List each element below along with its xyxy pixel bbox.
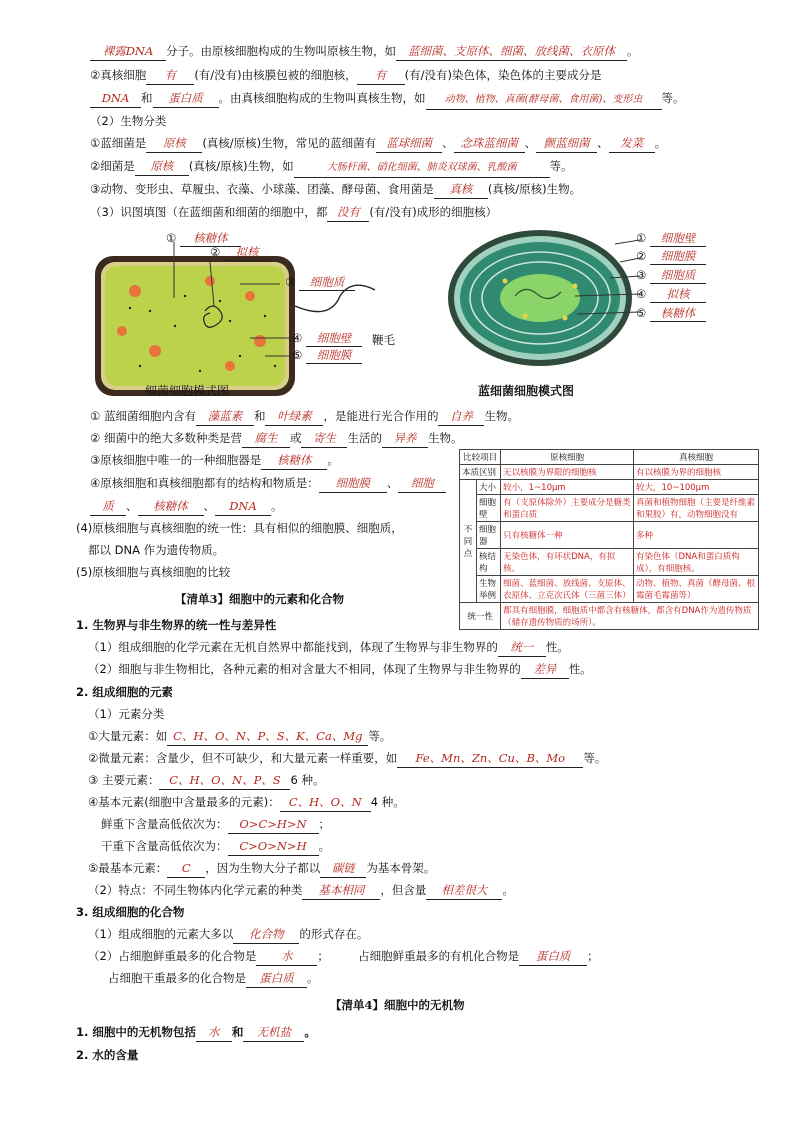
text-line [90, 203, 497, 222]
answer-blank: 大肠杆菌、硝化细菌、肺炎双球菌、乳酸菌 [294, 159, 550, 178]
text-line: ④原核细胞和真核细胞都有的结构和物质是： 细胞膜 、 细胞 [90, 474, 446, 493]
text-line [90, 134, 666, 153]
fig1-label-3: ③ 细胞质 [285, 274, 355, 291]
text: (真核/原核)生物。 [487, 182, 582, 196]
fig1-label-5: ⑤ 细胞膜 [292, 347, 362, 364]
text-line: ③ 主要元素： C、H、O、N、P、S 6 种。 [88, 771, 324, 790]
answer-blank: 颤蓝细菌 [536, 134, 597, 153]
fig1-caption: 细菌细胞模式图 [145, 384, 230, 398]
answer-blank: 蛋白质 [153, 89, 219, 108]
answer-blank: DNA [90, 89, 141, 108]
text-line: ① 蓝细菌细胞内含有 藻蓝素 和 叶绿素 ，是能进行光合作用的 自养 生物。 [90, 407, 519, 426]
text: ②细菌是 [90, 159, 135, 173]
fig2-label-1: ① 细胞壁 [636, 230, 706, 247]
text-line: (5)原核细胞与真核细胞的比较 [76, 565, 231, 579]
table-row: 统一性 都具有细胞膜，细胞质中都含有核糖体，都含有DNA作为遗传物质（储存遗传物质的场所）。 [460, 603, 759, 630]
answer-blank: 蓝细菌、支原体、细菌、放线菌、衣原体 [396, 42, 627, 61]
text: (真核/原核)生物，常见的蓝细菌有 [202, 136, 377, 150]
answer-blank: 原核 [135, 157, 189, 176]
text: 。 [627, 44, 639, 58]
text: （3）识图填图（在蓝细菌和细菌的细胞中，都 [90, 205, 328, 219]
text: (有/没有)染色体，染色体的主要成分是 [404, 68, 602, 82]
text: (有/没有)由核膜包被的细胞核， [194, 68, 357, 82]
text-line: （1）组成细胞的元素大多以 化合物 的形式存在。 [88, 925, 368, 944]
text-line [90, 42, 639, 61]
text-line: （1）元素分类 [88, 707, 165, 721]
fig2-label-3: ③ 细胞质 [636, 267, 706, 284]
section-title: 2. 组成细胞的元素 [76, 685, 173, 699]
text: 等。 [549, 159, 573, 173]
section-title: 1. 细胞中的无机物包括 水 和 无机盐 。 [76, 1023, 316, 1042]
text: (有/没有)成形的细胞核） [369, 205, 498, 219]
table-row: 本质区别 无以核膜为界限的细胞核 有以核膜为界的细胞核 [460, 465, 759, 480]
text: 。由真核细胞构成的生物叫真核生物，如 [218, 91, 426, 105]
fig1-label-4: ④ 细胞壁 [292, 330, 362, 347]
text: (真核/原核)生物，如 [188, 159, 294, 173]
table-row: 核结构 无染色体，有环状DNA，有拟核。 有染色体（DNA和蛋白质构成），有细胞核。 [460, 549, 759, 576]
text-line: 鲜重下含量高低依次为： O>C>H>N ； [101, 815, 330, 834]
text-line [90, 89, 685, 110]
text-line: ③原核细胞中唯一的一种细胞器是 核糖体 。 [90, 451, 339, 470]
text-line: （2）细胞与非生物相比，各种元素的相对含量大不相同，体现了生物界与非生物界的 差异 性。 [88, 660, 592, 679]
answer-blank: 有 [146, 66, 194, 85]
table-row: 细胞壁 有（支原体除外）主要成分是糖类和蛋白质 真菌和植物细胞（主要是纤维素和果胶）有，动物细胞没有 [460, 495, 759, 522]
text-line: （2）占细胞鲜重最多的化合物是 水 ； 占细胞鲜重最多的有机化合物是 蛋白质 ； [88, 947, 599, 966]
flagellum-label: 鞭毛 [372, 333, 395, 347]
answer-blank: 蓝球细菌 [376, 134, 442, 153]
text-line: （1）组成细胞的化学元素在无机自然界中都能找到，体现了生物界与非生物界的 统一 性。 [88, 638, 569, 657]
text-line: ④基本元素(细胞中含量最多的元素)： C、H、O、N 4 种。 [88, 793, 405, 812]
table-row: 生物举例 细菌、蓝细菌、放线菌、支原体、衣原体、立克次氏体（三菌三体） 动物、植物、真菌（酵母菌、根霉菌毛霉菌等） [460, 576, 759, 603]
answer-blank: 真核 [434, 180, 488, 199]
fig2-label-2: ② 细胞膜 [636, 248, 706, 265]
text-line: ②微量元素：含量少，但不可缺少，和大量元素一样重要，如 Fe、Mn、Zn、Cu、B、Mo 等。 [88, 749, 606, 768]
text-line [90, 157, 573, 178]
text: 、 [524, 136, 537, 150]
text: 。 [654, 136, 667, 150]
text-line: 干重下含量高低依次为： C>O>N>H 。 [101, 837, 330, 856]
text: 等。 [661, 91, 685, 105]
section-title: 2. 水的含量 [76, 1048, 139, 1062]
text: 和 [141, 91, 153, 105]
answer-blank: 发菜 [609, 134, 655, 153]
cyanobacterium-diagram [445, 226, 645, 376]
text: 、 [597, 136, 609, 150]
section-title: 3. 组成细胞的化合物 [76, 905, 185, 919]
fig2-caption: 蓝细菌细胞模式图 [478, 384, 575, 398]
answer-blank: 动物、植物、真菌(酵母菌、食用菌)、变形虫 [426, 91, 662, 110]
answer-blank: 原核 [146, 134, 202, 153]
text-line: 占细胞干重最多的化合物是 蛋白质 。 [108, 969, 319, 988]
fig2-label-5: ⑤ 核糖体 [636, 305, 706, 322]
fig1-label-2: ② 拟核 [210, 244, 270, 261]
text-line: 质 、 核糖体 、 DNA 。 [90, 497, 283, 516]
text: ③动物、变形虫、草履虫、衣藻、小球藻、团藻、酵母菌、食用菌是 [90, 182, 434, 196]
text: ②真核细胞 [90, 68, 147, 82]
section-title: 1. 生物界与非生物界的统一性与差异性 [76, 618, 277, 632]
answer-blank: 没有 [327, 203, 369, 222]
text-line: 都以 DNA 作为遗传物质。 [88, 543, 225, 557]
table-header-row: 比较项目 原核细胞 真核细胞 [460, 450, 759, 465]
text-line: ② 细菌中的绝大多数种类是营 腐生 或 寄生 生活的 异养 生物。 [90, 429, 462, 448]
section-header: 【清单4】细胞中的无机物 [330, 998, 465, 1012]
text: （2）生物分类 [90, 114, 167, 128]
text: 分子。由原核细胞构成的生物叫原核生物，如 [166, 44, 396, 58]
text-line [90, 180, 581, 199]
answer-blank: 有 [357, 66, 405, 85]
table-row: 细胞器 只有核糖体一种 多种 [460, 522, 759, 549]
fig1-label-1: ① 核糖体 [166, 230, 241, 247]
fig2-label-4: ④ 拟核 [636, 286, 706, 303]
section-header: 【清单3】细胞中的元素和化合物 [175, 592, 344, 606]
text-line: ⑤最基本元素： C ，因为生物大分子都以 碳链 为基本骨架。 [88, 859, 435, 878]
comparison-table [459, 449, 759, 630]
answer-blank: 念珠蓝细菌 [454, 134, 525, 153]
text: 、 [442, 136, 454, 150]
answer-blank: 裸露DNA [90, 42, 166, 61]
text-line: （2）特点：不同生物体内化学元素的种类 基本相同 ，但含量 相差很大 。 [88, 881, 514, 900]
text-line [90, 66, 602, 85]
text-line [90, 112, 166, 130]
table-row: 不同点 大小 较小，1~10μm 较大，10~100μm [460, 480, 759, 495]
text-line: ①大量元素：如 C、H、O、N、P、S、K、Ca、Mg 等。 [88, 727, 391, 746]
text-line: (4)原核细胞与真核细胞的统一性：具有相似的细胞膜、细胞质， [76, 521, 403, 535]
text: ①蓝细菌是 [90, 136, 147, 150]
